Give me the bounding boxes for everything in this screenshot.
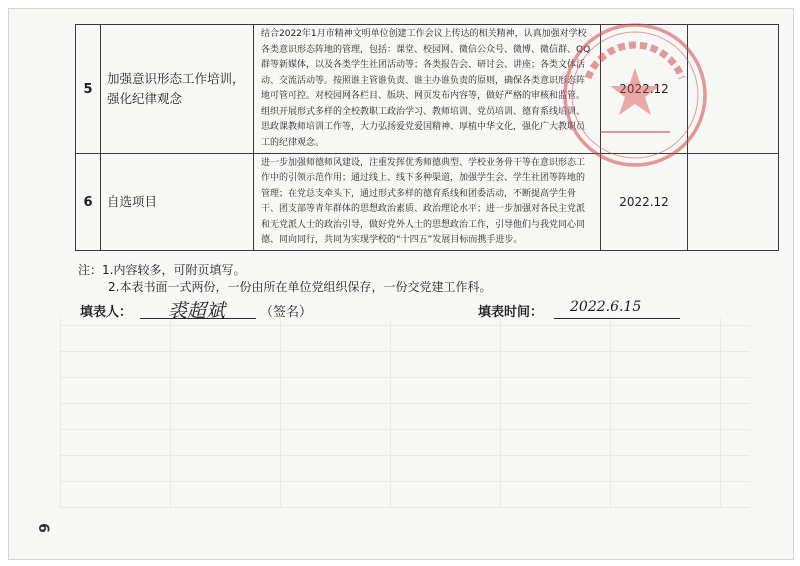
handwritten-signature: 裘超斌 [168,300,226,322]
row-number: 5 [76,25,101,154]
page-number: 6 [34,523,51,533]
row-date: 2022.12 [601,25,688,154]
note-2: 2.本表书面一式两份，一份由所在单位党组织保存，一份交党建工作科。 [108,280,492,294]
handwritten-date: 2022.6.15 [570,299,642,315]
date-label: 填表时间： [478,305,544,320]
sign-hint: （签名） [260,305,313,320]
row-title: 加强意识形态工作培训，强化纪律观念 [101,25,254,154]
date-line [554,318,680,319]
signature-row [80,298,680,322]
bleed-through-grid [60,318,750,508]
notes-section [78,262,491,296]
row-content: 进一步加强师德师风建设，注重发挥优秀师德典型、学校业务骨干等在意识形态工作中的引领示范作用；通过线上、线下多种渠道，加强学生会、学生社团等阵地的管理；在党总支牵头下，通过形式多样的德育系线和团委活动，不断提高学生骨干、团支部等青年群体的思想政治素质、政治理论水平；进一步加强对各民主党派和无党派人士的政治引导，做好党外人士的思想政治工作，引导他们与我党同心同德、同向同行，共同为实现学校的“十四五”发展目标而携手进步。 [254,154,601,251]
note-1: 注：1.内容较多，可附页填写。 [78,263,246,277]
row-content: 结合2022年1月市精神文明单位创建工作会议上传达的相关精神，认真加强对学校各类意识形态阵地的管理，包括：课堂、校园网、微信公众号、微博、微信群、QQ群等新媒体，以及各类学生社团活动等；各类报告会、研讨会、讲座；各类文体活动、交流活动等。按照谁主管谁负责、谁主办谁负责的原则，确保各类意识形态阵地可管可控。对校园网各栏目、版块、网页发布内容等，做好严格的审核和监管。组织开展形式多样的全校教职工政治学习、教师培训、党员培训、德育系线培训、思政课教师培训工作等，大力弘扬爱党爱国精神、厚植中华文化，强化广大教职员工的纪律观念。 [254,25,601,154]
official-seal-stamp [560,20,710,170]
row-title: 自选项目 [101,154,254,251]
row-date: 2022.12 [601,154,688,251]
row-number: 6 [76,154,101,251]
filler-label: 填表人： [80,305,133,320]
